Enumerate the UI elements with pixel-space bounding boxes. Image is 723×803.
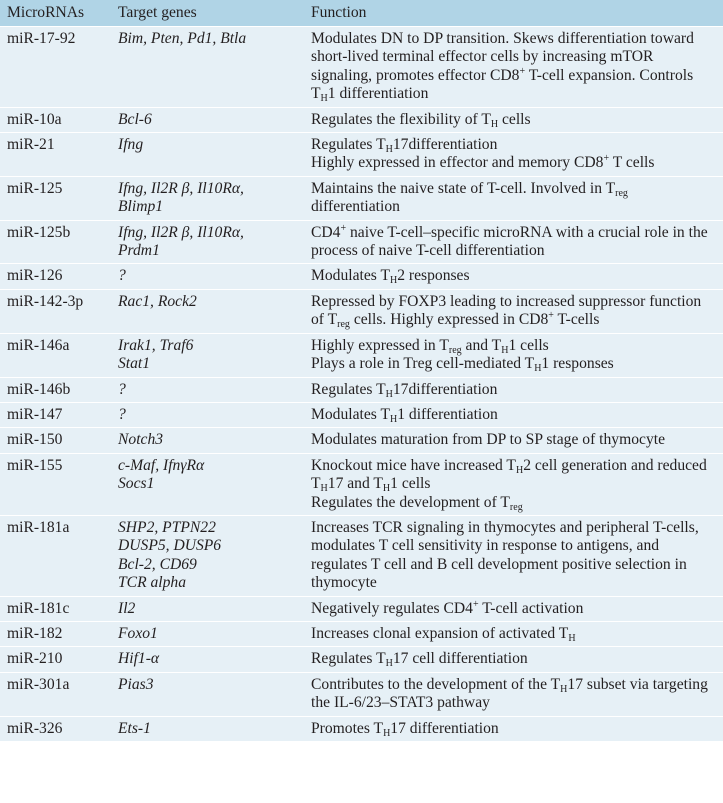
target-genes-line: Ifng, Il2R β, Il10Rα, [118, 223, 244, 241]
target-genes-cell [111, 220, 304, 264]
function-line: Contributes to the development of the $T_H17$ subset via targeting the IL-6/23–STAT3 pathway [311, 675, 708, 712]
target-genes-cell [111, 176, 304, 220]
header-row [0, 0, 723, 27]
function-line: Regulates $T_H17differentiation$ [311, 380, 498, 400]
target-genes-line: TCR alpha [118, 574, 187, 592]
table-row [0, 428, 723, 453]
function-cell [304, 672, 723, 716]
target-genes-line: Pias3 [118, 675, 154, 693]
target-genes-line: Bcl-6 [118, 110, 152, 128]
table-header [0, 0, 723, 27]
function-line: Maintains the naive state of T-cell. Involved in $T_{reg}$ differentiation [311, 179, 628, 216]
function-cell [304, 377, 723, 402]
function-line: Modulates DN to DP transition. Skews differentiation toward short-lived terminal effector cells by increasing mTOR signaling, promotes effector CD8+ T-cell expansion. Controls $T_H1$ differentiation [311, 30, 694, 105]
target-genes-line: DUSP5, DUSP6 [118, 537, 222, 555]
target-genes-cell [111, 515, 304, 596]
function-cell [304, 176, 723, 220]
target-genes-cell [111, 377, 304, 402]
function-cell [304, 107, 723, 132]
target-genes-line: Ets-1 [118, 719, 151, 737]
mirna-cell: miR-326 [0, 716, 111, 741]
mirna-cell: miR-150 [0, 428, 111, 453]
target-genes-line: Irak1, Traf6 [118, 336, 194, 354]
function-line: Modulates maturation from DP to SP stage of thymocyte [311, 431, 665, 449]
mirna-cell: miR-21 [0, 133, 111, 177]
function-line: Highly expressed in $T_{reg}$ and $T_H1$ cells [311, 336, 549, 356]
table-row [0, 716, 723, 741]
function-cell [304, 133, 723, 177]
mirna-cell: miR-210 [0, 647, 111, 672]
target-genes-line: Bim, Pten, Pd1, Btla [118, 30, 247, 47]
table-row [0, 264, 723, 289]
column-header-target-genes: Target genes [111, 0, 304, 27]
function-line: Promotes $T_H17$ differentiation [311, 719, 499, 739]
function-cell [304, 515, 723, 596]
function-line: Modulates $T_H2$ responses [311, 267, 470, 287]
target-genes-line: Notch3 [118, 431, 164, 449]
table-row [0, 377, 723, 402]
target-genes-line: ? [118, 267, 126, 285]
function-line: Regulates the flexibility of $T_H$ cells [311, 110, 531, 130]
target-genes-line: SHP2, PTPN22 [118, 518, 216, 536]
function-cell [304, 220, 723, 264]
mirna-cell: miR-155 [0, 453, 111, 515]
target-genes-line: Prdm1 [118, 242, 160, 260]
target-genes-cell [111, 647, 304, 672]
function-cell [304, 647, 723, 672]
mirna-cell: miR-147 [0, 402, 111, 427]
function-cell [304, 27, 723, 108]
function-line: Negatively regulates CD4+ T-cell activation [311, 598, 584, 617]
mirna-cell: miR-182 [0, 621, 111, 646]
mirna-cell: miR-10a [0, 107, 111, 132]
mirna-cell: miR-126 [0, 264, 111, 289]
mirna-cell: miR-125 [0, 176, 111, 220]
target-genes-cell [111, 27, 304, 108]
function-cell [304, 621, 723, 646]
table-row [0, 596, 723, 621]
column-header-function: Function [304, 0, 723, 27]
function-line: Modulates $T_H1$ differentiation [311, 405, 498, 425]
target-genes-cell [111, 264, 304, 289]
target-genes-line: Hif1-α [118, 650, 160, 668]
table-row [0, 176, 723, 220]
table-row [0, 107, 723, 132]
function-line: Increases clonal expansion of activated $T_H$ [311, 624, 576, 644]
target-genes-line: Stat1 [118, 355, 151, 373]
target-genes-cell [111, 107, 304, 132]
table-row [0, 289, 723, 333]
table-row [0, 672, 723, 716]
target-genes-line: ? [118, 405, 126, 423]
function-line: Increases TCR signaling in thymocytes and peripheral T-cells, modulates T cell sensitivity in response to antigens, and regulates T cell and B cell development positive selection in thymocyte [311, 518, 699, 592]
table-body [0, 27, 723, 742]
table-row [0, 220, 723, 264]
target-genes-line: Socs1 [118, 475, 155, 493]
target-genes-cell [111, 453, 304, 515]
target-genes-line: Ifng [118, 136, 144, 154]
table-row [0, 647, 723, 672]
target-genes-cell [111, 621, 304, 646]
table-row [0, 515, 723, 596]
function-line: CD4+ naive T-cell–specific microRNA with a crucial role in the process of naive T-cell differentiation [311, 222, 708, 260]
function-line: Repressed by FOXP3 leading to increased suppressor function of $T_{reg}$ cells. Highly expressed in CD8+ T-cells [311, 292, 702, 331]
function-line: Knockout mice have increased $T_H2$ cell generation and reduced $T_H17$ and $T_H1$ cells [311, 456, 707, 495]
function-cell [304, 333, 723, 377]
target-genes-cell [111, 333, 304, 377]
target-genes-cell [111, 289, 304, 333]
target-genes-cell [111, 596, 304, 621]
table-row [0, 402, 723, 427]
target-genes-cell [111, 672, 304, 716]
mirna-cell: miR-146a [0, 333, 111, 377]
target-genes-line: Ifng, Il2R β, Il10Rα, [118, 179, 244, 197]
table-row [0, 133, 723, 177]
mirna-cell: miR-146b [0, 377, 111, 402]
table-row [0, 27, 723, 108]
mirna-cell: miR-142-3p [0, 289, 111, 333]
target-genes-cell [111, 716, 304, 741]
target-genes-cell [111, 428, 304, 453]
table-row [0, 333, 723, 377]
target-genes-line: Bcl-2, CD69 [118, 555, 197, 573]
function-line: Plays a role in Treg cell-mediated $T_H1$ responses [311, 355, 614, 375]
table-row [0, 453, 723, 515]
function-line: Highly expressed in effector and memory CD8+ T cells [311, 153, 655, 172]
target-genes-cell [111, 133, 304, 177]
function-cell [304, 596, 723, 621]
column-header-micrornas: MicroRNAs [0, 0, 111, 27]
target-genes-line: Rac1, Rock2 [118, 292, 197, 310]
mirna-cell: miR-17-92 [0, 27, 111, 108]
function-cell [304, 289, 723, 333]
function-cell [304, 453, 723, 515]
mirna-cell: miR-181a [0, 515, 111, 596]
target-genes-line: Il2 [118, 599, 136, 617]
mirna-cell: miR-181c [0, 596, 111, 621]
function-cell [304, 428, 723, 453]
target-genes-line: Blimp1 [118, 198, 164, 216]
target-genes-cell [111, 402, 304, 427]
function-cell [304, 402, 723, 427]
function-line: Regulates $T_H17differentiation$ [311, 136, 498, 156]
target-genes-line: ? [118, 380, 126, 398]
function-line: Regulates $T_H17$ cell differentiation [311, 650, 528, 670]
target-genes-line: c-Maf, IfnγRα [118, 456, 205, 474]
mirna-cell: miR-125b [0, 220, 111, 264]
target-genes-line: Foxo1 [118, 624, 158, 642]
mirna-cell: miR-301a [0, 672, 111, 716]
function-cell [304, 264, 723, 289]
function-cell [304, 716, 723, 741]
function-line: Regulates the development of $T_{reg}$ [311, 493, 523, 513]
table-row [0, 621, 723, 646]
